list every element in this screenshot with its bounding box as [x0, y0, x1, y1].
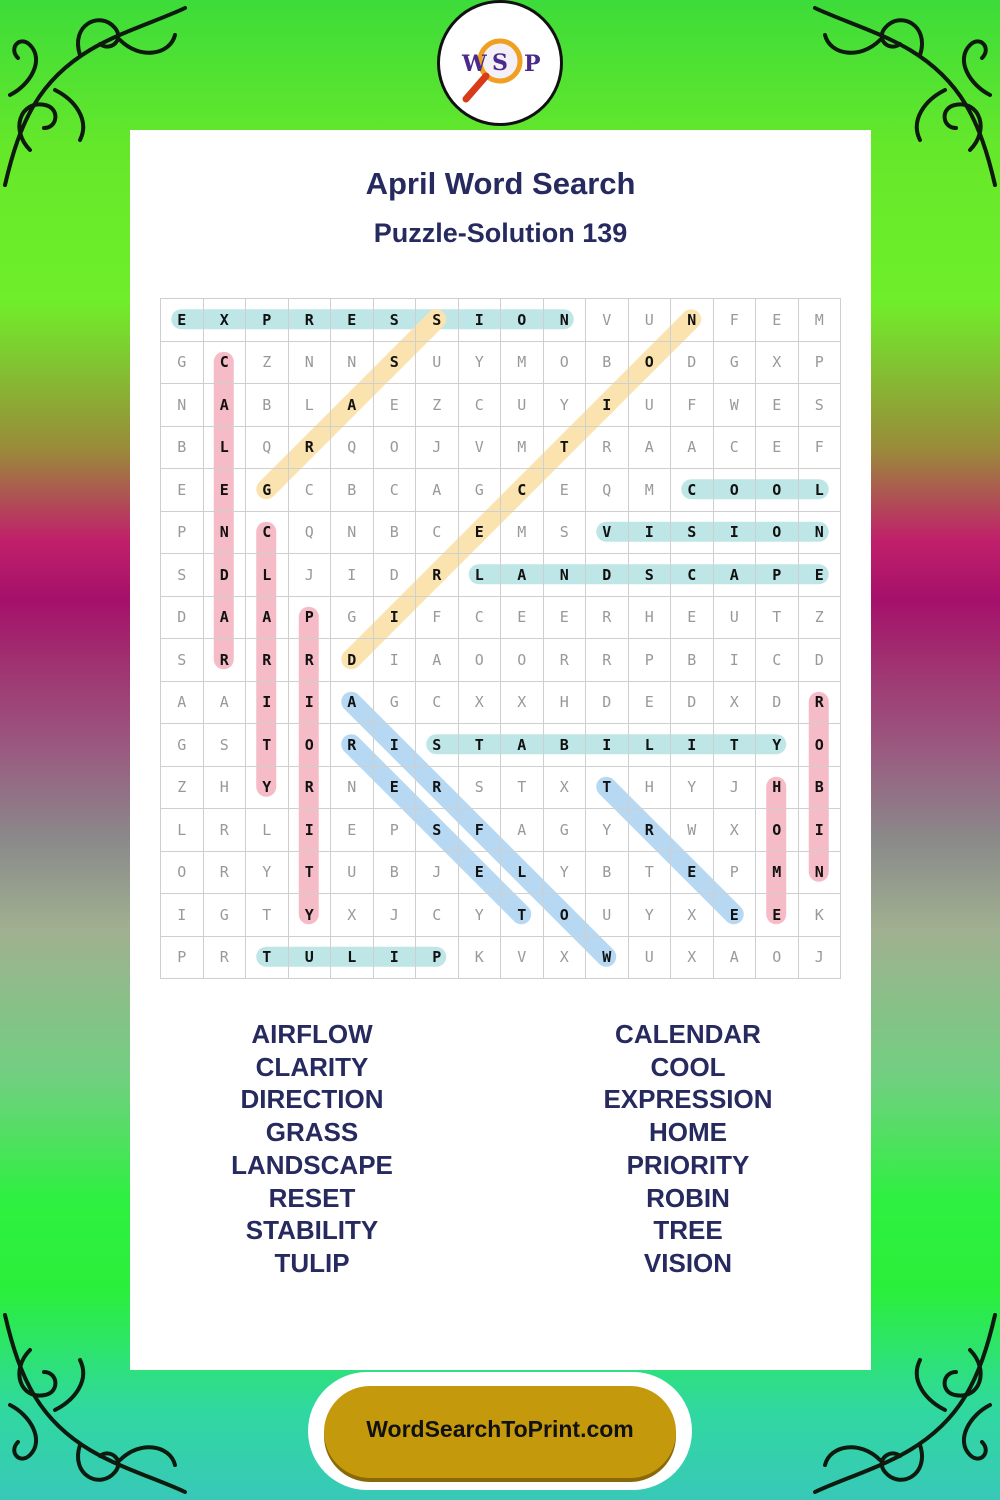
grid-cell[interactable]: E [374, 767, 417, 810]
grid-cell[interactable]: C [459, 597, 502, 640]
grid-cell[interactable]: U [629, 384, 672, 427]
grid-cell[interactable]: X [544, 937, 587, 980]
grid-cell[interactable]: E [544, 597, 587, 640]
grid-cell[interactable]: U [501, 384, 544, 427]
grid-cell[interactable]: T [756, 597, 799, 640]
grid-cell[interactable]: W [671, 809, 714, 852]
grid-cell[interactable]: S [161, 554, 204, 597]
grid-cell[interactable]: I [331, 554, 374, 597]
grid-cell[interactable]: H [629, 597, 672, 640]
grid-cell[interactable]: H [756, 767, 799, 810]
grid-cell[interactable]: P [289, 597, 332, 640]
page-subtitle: Puzzle-Solution 139 [373, 218, 628, 248]
grid-cell[interactable]: I [714, 639, 757, 682]
grid-cell[interactable]: O [756, 809, 799, 852]
grid-cell[interactable]: T [501, 894, 544, 937]
grid-cell[interactable]: C [671, 469, 714, 512]
grid-cell[interactable]: N [799, 852, 842, 895]
word-list-right [528, 1018, 848, 1280]
logo-letter-w: W [462, 51, 487, 77]
grid-cell[interactable]: W [586, 937, 629, 980]
grid-cell[interactable]: N [799, 512, 842, 555]
grid-cell[interactable]: R [246, 639, 289, 682]
grid-cell[interactable]: V [501, 937, 544, 980]
grid-cell[interactable]: F [416, 597, 459, 640]
grid-cell[interactable]: J [416, 852, 459, 895]
grid-cell[interactable]: I [289, 809, 332, 852]
grid-cell[interactable]: R [289, 767, 332, 810]
grid-cell[interactable]: P [714, 852, 757, 895]
grid-cell[interactable]: V [586, 299, 629, 342]
grid-cell[interactable]: E [544, 469, 587, 512]
grid-cell[interactable]: C [756, 639, 799, 682]
grid-cell[interactable]: G [714, 342, 757, 385]
grid-cell[interactable]: L [289, 384, 332, 427]
logo-letter-p: P [524, 51, 541, 77]
page-title: April Word Search [365, 166, 636, 201]
grid-cell[interactable]: D [331, 639, 374, 682]
grid-cell[interactable]: Z [416, 384, 459, 427]
grid-cell[interactable]: Y [629, 894, 672, 937]
grid-cell[interactable]: A [501, 554, 544, 597]
grid-cell[interactable]: E [714, 894, 757, 937]
grid-cell[interactable]: A [331, 682, 374, 725]
grid-cell[interactable]: E [331, 299, 374, 342]
grid-cell[interactable]: I [374, 724, 417, 767]
grid-cell[interactable]: S [629, 554, 672, 597]
grid-cell[interactable]: G [246, 469, 289, 512]
grid-cell[interactable]: Y [246, 852, 289, 895]
grid-cell[interactable]: L [459, 554, 502, 597]
grid-cell[interactable]: Y [544, 852, 587, 895]
grid-cell[interactable]: Q [289, 512, 332, 555]
grid-cell[interactable]: P [799, 342, 842, 385]
grid-cell[interactable]: D [204, 554, 247, 597]
grid-cell[interactable]: T [246, 724, 289, 767]
grid-cell[interactable]: E [161, 299, 204, 342]
grid-cell[interactable]: H [544, 682, 587, 725]
grid-cell[interactable]: X [204, 299, 247, 342]
grid-cell[interactable]: P [374, 809, 417, 852]
word-landscape: LANDSCAPE [231, 1149, 393, 1180]
grid-cell[interactable]: N [289, 342, 332, 385]
grid-cell[interactable]: A [501, 809, 544, 852]
grid-cell[interactable]: B [586, 852, 629, 895]
grid-cell[interactable]: Y [586, 809, 629, 852]
grid-cell[interactable]: D [756, 682, 799, 725]
grid-cell[interactable]: R [586, 427, 629, 470]
grid-cell[interactable]: O [544, 894, 587, 937]
grid-cell[interactable]: Y [756, 724, 799, 767]
grid-cell[interactable]: S [416, 299, 459, 342]
grid-cell[interactable]: X [671, 894, 714, 937]
grid-cell[interactable]: G [161, 342, 204, 385]
word-stability: STABILITY [245, 1215, 379, 1246]
puzzle-grid-area [160, 298, 840, 978]
word-tulip: TULIP [274, 1247, 350, 1278]
grid-cell[interactable]: G [204, 894, 247, 937]
word-calendar: CALENDAR [615, 1019, 761, 1049]
grid-cell[interactable]: S [416, 809, 459, 852]
grid-cell[interactable]: I [374, 937, 417, 980]
grid-cell[interactable]: Y [544, 384, 587, 427]
grid-cell[interactable]: C [501, 469, 544, 512]
word-expression: EXPRESSION [603, 1084, 773, 1115]
grid-cell[interactable]: C [714, 427, 757, 470]
grid-cell[interactable]: L [246, 554, 289, 597]
grid-cell[interactable]: O [289, 724, 332, 767]
grid-cell[interactable]: L [204, 427, 247, 470]
grid-cell[interactable]: X [459, 682, 502, 725]
word-reset: RESET [268, 1182, 356, 1213]
grid-cell[interactable]: C [416, 512, 459, 555]
grid-cell[interactable]: A [629, 427, 672, 470]
grid-cell[interactable]: X [544, 767, 587, 810]
grid-cell[interactable]: I [629, 512, 672, 555]
word-grass: GRASS [265, 1117, 359, 1148]
grid-cell[interactable]: R [629, 809, 672, 852]
grid-cell[interactable]: D [586, 682, 629, 725]
grid-cell[interactable]: V [586, 512, 629, 555]
grid-cell[interactable]: C [671, 554, 714, 597]
grid-cell[interactable]: C [374, 469, 417, 512]
grid-cell[interactable]: E [799, 554, 842, 597]
grid-cell[interactable]: K [459, 937, 502, 980]
grid-cell[interactable]: T [459, 724, 502, 767]
grid-cell[interactable]: C [416, 682, 459, 725]
grid-cell[interactable]: S [416, 724, 459, 767]
grid-cell[interactable]: L [331, 937, 374, 980]
wsp-logo[interactable] [437, 0, 563, 126]
grid-cell[interactable]: G [161, 724, 204, 767]
grid-cell[interactable]: S [459, 767, 502, 810]
grid-cell[interactable]: C [289, 469, 332, 512]
grid-cell[interactable]: I [671, 724, 714, 767]
grid-cell[interactable]: M [756, 852, 799, 895]
grid-cell[interactable]: S [671, 512, 714, 555]
grid-cell[interactable]: S [374, 342, 417, 385]
grid-cell[interactable]: E [671, 852, 714, 895]
grid-cell[interactable]: V [459, 427, 502, 470]
grid-cell[interactable]: D [799, 639, 842, 682]
grid-cell[interactable]: I [161, 894, 204, 937]
grid-cell[interactable]: A [714, 554, 757, 597]
grid-cell[interactable]: G [331, 597, 374, 640]
grid-cell[interactable]: L [161, 809, 204, 852]
grid-cell[interactable]: T [246, 937, 289, 980]
grid-cell[interactable]: R [799, 682, 842, 725]
grid-cell[interactable]: E [459, 852, 502, 895]
grid-cell[interactable]: A [416, 639, 459, 682]
grid-cell[interactable]: E [756, 427, 799, 470]
grid-cell[interactable]: T [289, 852, 332, 895]
grid-cell[interactable]: R [416, 767, 459, 810]
grid-cell[interactable]: P [629, 639, 672, 682]
grid-cell[interactable]: E [756, 894, 799, 937]
grid-cell[interactable]: N [544, 554, 587, 597]
grid-cell[interactable]: E [629, 682, 672, 725]
word-airflow: AIRFLOW [251, 1019, 373, 1049]
grid-cell[interactable]: A [204, 682, 247, 725]
grid-cell[interactable]: A [331, 384, 374, 427]
grid-cell[interactable]: E [459, 512, 502, 555]
grid-cell[interactable]: B [374, 852, 417, 895]
grid-cell[interactable]: L [246, 809, 289, 852]
grid-cell[interactable]: O [544, 342, 587, 385]
grid-cell[interactable]: D [586, 554, 629, 597]
grid-cell[interactable]: T [629, 852, 672, 895]
grid-cell[interactable]: C [246, 512, 289, 555]
grid-cell[interactable]: S [374, 299, 417, 342]
grid-cell[interactable]: R [416, 554, 459, 597]
grid-cell[interactable]: M [501, 342, 544, 385]
grid-cell[interactable]: J [416, 427, 459, 470]
grid-cell[interactable]: E [756, 384, 799, 427]
grid-cell[interactable]: B [671, 639, 714, 682]
grid-cell[interactable]: J [374, 894, 417, 937]
grid-cell[interactable]: S [544, 512, 587, 555]
grid-cell[interactable]: R [204, 937, 247, 980]
grid-cell[interactable]: M [501, 512, 544, 555]
grid-cell[interactable]: I [586, 724, 629, 767]
grid-cell[interactable]: L [501, 852, 544, 895]
grid-cell[interactable]: Q [331, 427, 374, 470]
grid-cell[interactable]: B [331, 469, 374, 512]
grid-cell[interactable]: Q [246, 427, 289, 470]
grid-cell[interactable]: X [714, 682, 757, 725]
grid-cell[interactable]: R [204, 639, 247, 682]
grid-cell[interactable]: G [459, 469, 502, 512]
grid-cell[interactable]: G [374, 682, 417, 725]
grid-cell[interactable]: R [204, 852, 247, 895]
grid-cell[interactable]: M [799, 299, 842, 342]
grid-cell[interactable]: F [459, 809, 502, 852]
word-clarity: CLARITY [255, 1051, 369, 1082]
grid-cell[interactable]: H [629, 767, 672, 810]
grid-cell[interactable]: E [161, 469, 204, 512]
grid-cell[interactable]: I [586, 384, 629, 427]
grid-cell[interactable]: C [204, 342, 247, 385]
grid-cell[interactable]: L [629, 724, 672, 767]
grid-cell[interactable]: D [161, 597, 204, 640]
grid-cell[interactable]: I [459, 299, 502, 342]
grid-cell[interactable]: Y [289, 894, 332, 937]
grid-cell[interactable]: N [544, 299, 587, 342]
grid-cell[interactable]: B [374, 512, 417, 555]
grid-cell[interactable]: Z [161, 767, 204, 810]
grid-cell[interactable]: Y [459, 894, 502, 937]
magnifier-icon [440, 3, 560, 123]
grid-cell[interactable]: R [586, 639, 629, 682]
website-link[interactable]: WordSearchToPrint.com [366, 1416, 634, 1442]
grid-cell[interactable]: P [246, 299, 289, 342]
grid-cell[interactable]: A [204, 597, 247, 640]
grid-cell[interactable]: S [204, 724, 247, 767]
word-priority: PRIORITY [626, 1149, 750, 1180]
word-vision: VISION [643, 1247, 733, 1278]
grid-cell[interactable]: E [204, 469, 247, 512]
grid-cell[interactable]: I [714, 512, 757, 555]
grid-cell[interactable]: T [501, 767, 544, 810]
grid-cell[interactable]: K [799, 894, 842, 937]
grid-cell[interactable]: U [331, 852, 374, 895]
grid-cell[interactable]: F [714, 299, 757, 342]
grid-cell[interactable]: O [756, 937, 799, 980]
grid-cell[interactable]: N [331, 512, 374, 555]
grid-cell[interactable]: Z [246, 342, 289, 385]
grid-cell[interactable]: E [331, 809, 374, 852]
grid-cell[interactable]: D [671, 342, 714, 385]
grid-cell[interactable]: M [629, 469, 672, 512]
grid-cell[interactable]: M [501, 427, 544, 470]
grid-cell[interactable]: E [501, 597, 544, 640]
grid-cell[interactable]: D [671, 682, 714, 725]
grid-cell[interactable]: R [331, 724, 374, 767]
grid-cell[interactable]: T [714, 724, 757, 767]
grid-cell[interactable]: X [756, 342, 799, 385]
grid-cell[interactable]: E [671, 597, 714, 640]
grid-cell[interactable]: E [374, 384, 417, 427]
website-banner[interactable] [324, 1386, 676, 1478]
grid-cell[interactable]: T [586, 767, 629, 810]
grid-cell[interactable]: R [289, 639, 332, 682]
grid-cell[interactable]: U [629, 937, 672, 980]
grid-cell[interactable]: O [799, 724, 842, 767]
grid-cell[interactable]: O [161, 852, 204, 895]
grid-cell[interactable]: X [671, 937, 714, 980]
grid-cell[interactable]: C [459, 384, 502, 427]
word-tree: TREE [653, 1215, 723, 1246]
grid-cell[interactable]: J [714, 767, 757, 810]
grid-cell[interactable]: Z [799, 597, 842, 640]
grid-cell[interactable]: B [246, 384, 289, 427]
grid-cell[interactable]: T [246, 894, 289, 937]
grid-cell[interactable]: N [671, 299, 714, 342]
word-robin: ROBIN [646, 1182, 730, 1213]
grid-cell[interactable]: I [799, 809, 842, 852]
grid-cell[interactable]: G [544, 809, 587, 852]
grid-cell[interactable]: C [416, 894, 459, 937]
grid-cell[interactable]: O [374, 427, 417, 470]
grid-cell[interactable]: A [714, 937, 757, 980]
grid-cell[interactable]: U [629, 299, 672, 342]
grid-cell[interactable]: Q [586, 469, 629, 512]
grid-cell[interactable]: N [331, 767, 374, 810]
grid-cell[interactable]: A [161, 682, 204, 725]
grid-cell[interactable]: S [161, 639, 204, 682]
grid-cell[interactable]: W [714, 384, 757, 427]
grid-cell[interactable]: B [161, 427, 204, 470]
grid-cell[interactable]: U [416, 342, 459, 385]
grid-cell[interactable]: I [374, 597, 417, 640]
grid-cell[interactable]: R [289, 299, 332, 342]
grid-cell[interactable]: X [501, 682, 544, 725]
grid-cell[interactable]: U [586, 894, 629, 937]
grid-cell[interactable]: E [756, 299, 799, 342]
word-cool: COOL [650, 1051, 726, 1082]
grid-cell[interactable]: O [501, 639, 544, 682]
grid-cell[interactable]: O [459, 639, 502, 682]
grid-cell[interactable]: O [501, 299, 544, 342]
grid-cell[interactable]: I [246, 682, 289, 725]
grid-cell[interactable]: F [671, 384, 714, 427]
grid-cell[interactable]: O [714, 469, 757, 512]
word-list-left [152, 1018, 472, 1280]
grid-cell[interactable]: A [246, 597, 289, 640]
logo-letter-s: S [492, 50, 508, 76]
grid-cell[interactable]: H [204, 767, 247, 810]
grid-cell[interactable]: X [714, 809, 757, 852]
grid-cell[interactable]: N [161, 384, 204, 427]
grid-cell[interactable]: P [756, 554, 799, 597]
grid-cell[interactable]: A [671, 427, 714, 470]
grid-cell[interactable]: R [204, 809, 247, 852]
grid-cell[interactable]: I [289, 682, 332, 725]
grid-cell[interactable]: N [331, 342, 374, 385]
grid-cell[interactable]: S [799, 384, 842, 427]
grid-cell[interactable]: F [799, 427, 842, 470]
grid-cell[interactable]: A [204, 384, 247, 427]
letter-grid [160, 298, 841, 979]
grid-cell[interactable]: P [161, 512, 204, 555]
grid-cell[interactable]: U [289, 937, 332, 980]
grid-cell[interactable]: X [331, 894, 374, 937]
grid-cell[interactable]: Y [671, 767, 714, 810]
grid-cell[interactable]: J [799, 937, 842, 980]
grid-cell[interactable]: L [799, 469, 842, 512]
puzzle-card [130, 130, 871, 1370]
grid-cell[interactable]: Y [459, 342, 502, 385]
grid-cell[interactable]: N [204, 512, 247, 555]
grid-cell[interactable]: A [501, 724, 544, 767]
grid-cell[interactable]: R [544, 639, 587, 682]
word-home: HOME [649, 1117, 727, 1148]
grid-cell[interactable]: P [416, 937, 459, 980]
grid-cell[interactable]: P [161, 937, 204, 980]
grid-cell[interactable]: I [374, 639, 417, 682]
grid-cell[interactable]: B [544, 724, 587, 767]
grid-cell[interactable]: T [544, 427, 587, 470]
grid-cell[interactable]: D [374, 554, 417, 597]
grid-cell[interactable]: R [586, 597, 629, 640]
grid-cell[interactable]: R [289, 427, 332, 470]
grid-cell[interactable]: O [756, 469, 799, 512]
word-direction: DIRECTION [240, 1084, 384, 1115]
grid-cell[interactable]: O [629, 342, 672, 385]
grid-cell[interactable]: J [289, 554, 332, 597]
grid-cell[interactable]: Y [246, 767, 289, 810]
grid-cell[interactable]: O [756, 512, 799, 555]
grid-cell[interactable]: A [416, 469, 459, 512]
grid-cell[interactable]: U [714, 597, 757, 640]
grid-cell[interactable]: B [799, 767, 842, 810]
grid-cell[interactable]: B [586, 342, 629, 385]
